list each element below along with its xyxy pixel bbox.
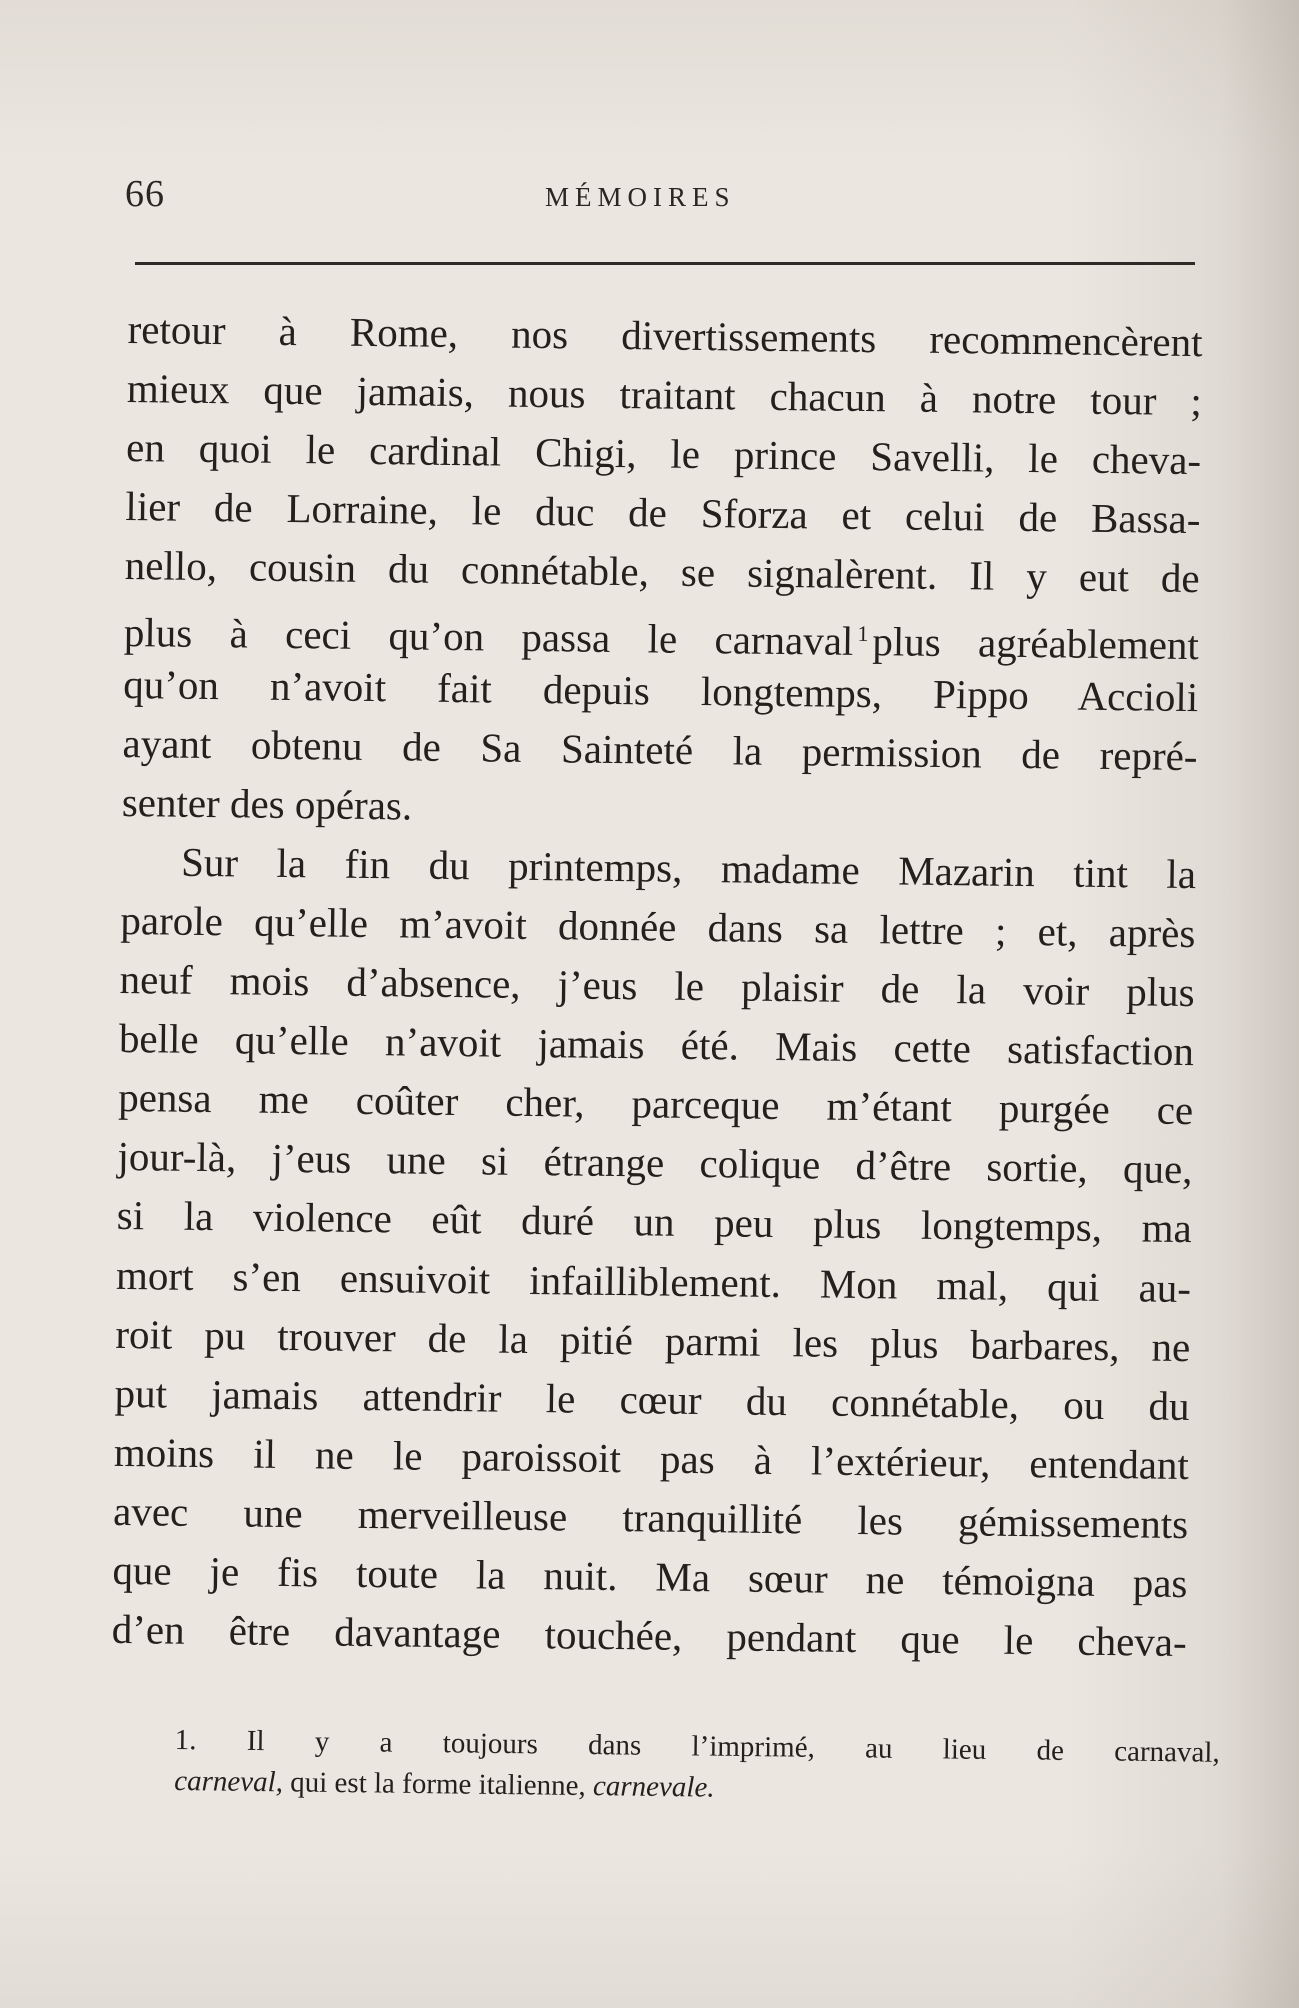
text-line: mieux que jamais, nous traitant chacun à notre tour ; [126, 365, 1203, 425]
footnote [174, 1720, 1220, 1815]
footnote-text: qui est la forme italienne, [282, 1766, 594, 1803]
text-line: put jamais attendrir le cœur du connétable, ou du [114, 1369, 1190, 1429]
footnote-italic: carneval, [174, 1764, 284, 1799]
text-line: neuf mois d’absence, j’eus le plaisir de la voir plus [119, 955, 1195, 1016]
footnote-line: 1. Il y a toujours dans l’imprimé, au lieu de carnaval, [174, 1723, 1220, 1769]
text-line: parole qu’elle m’avoit donnée dans sa lettre ; et, après [120, 896, 1196, 957]
running-title: MÉMOIRES [545, 182, 736, 212]
text-line: qu’on n’avoit fait depuis longtemps, Pippo Accioli [123, 660, 1199, 720]
footnote-reference: 1 [857, 621, 869, 647]
body-text [111, 300, 1203, 1672]
text-line: lier de Lorraine, le duc de Sforza et celui de Bassa- [125, 483, 1201, 543]
text-line: roit pu trouver de la pitié parmi les plus barbares, ne [115, 1310, 1191, 1370]
text-line: mort s’en ensuivoit infailliblement. Mon mal, qui au- [115, 1251, 1192, 1311]
page-header [125, 172, 1195, 222]
text-line: en quoi le cardinal Chigi, le prince Savelli, le cheva- [125, 424, 1202, 484]
text-line: si la violence eût duré un peu plus longtemps, ma [116, 1192, 1193, 1252]
header-rule [135, 262, 1195, 265]
text-line: que je fis toute la nuit. Ma sœur ne témoigna pas [112, 1546, 1188, 1607]
text-line: ayant obtenu de Sa Sainteté la permission de repré- [122, 719, 1198, 779]
text-fragment: plus agréablement [872, 618, 1200, 669]
page-number: 66 [125, 173, 165, 215]
text-line: avec une merveilleuse tranquillité les gémissements [112, 1487, 1189, 1547]
text-line: moins il ne le paroissoit pas à l’extérieur, entendant [113, 1428, 1190, 1488]
text-line: retour à Rome, nos divertissements recommencèrent [127, 305, 1203, 366]
text-line: belle qu’elle n’avoit jamais été. Mais cette satisfaction [118, 1015, 1195, 1075]
text-line: d’en être davantage touchée, pendant que le cheva- [111, 1605, 1187, 1666]
text-line: nello, cousin du connétable, se signalèrent. Il y eut de [124, 542, 1200, 602]
text-line: senter des opéras. [121, 778, 413, 829]
text-fragment: plus à ceci qu’on passa le carnaval [123, 609, 854, 665]
text-line: jour-là, j’eus une si étrange colique d’être sortie, que, [117, 1133, 1193, 1193]
text-line: pensa me coûter cher, parceque m’étant purgée ce [117, 1074, 1194, 1134]
footnote-italic: carnevale. [592, 1770, 715, 1804]
paragraph-start-line: Sur la fin du printemps, madame Mazarin tint la [180, 838, 1197, 897]
